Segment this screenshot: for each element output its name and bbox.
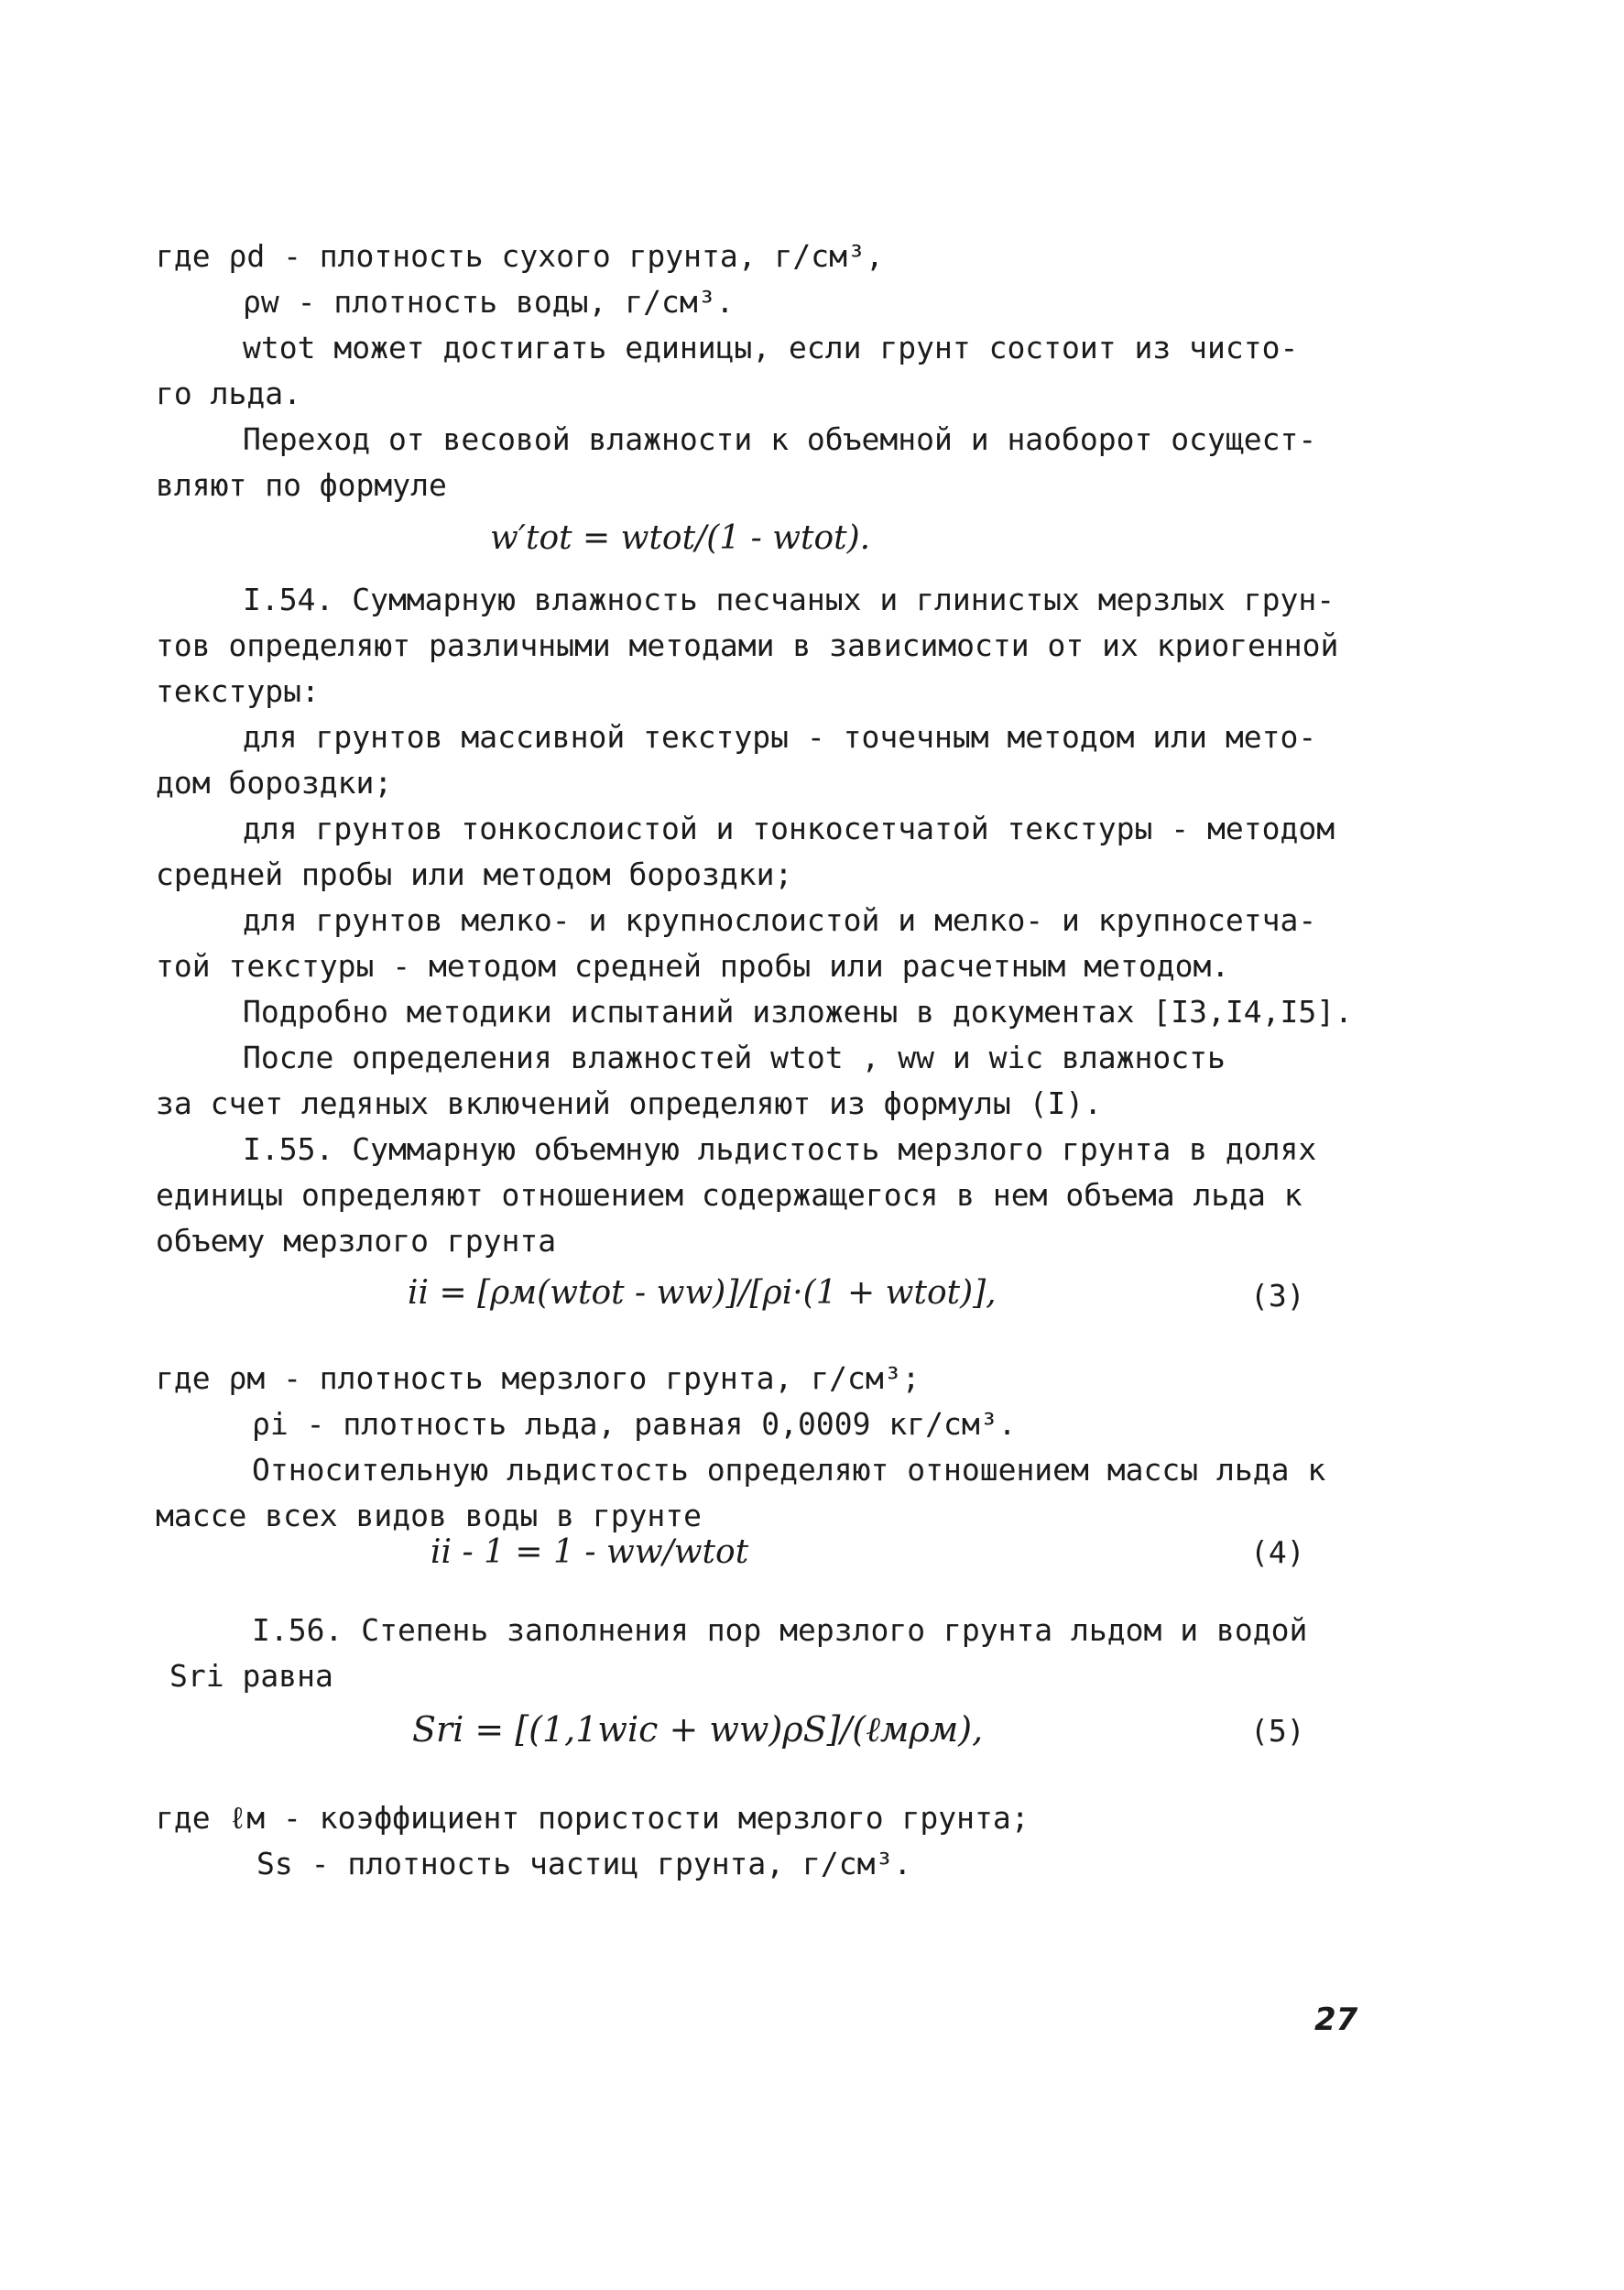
text-line-24: где ρм - плотность мерзлого грунта, г/см³; (156, 1360, 921, 1396)
text-line-4: го льда. (156, 376, 301, 411)
text-line-20: I.55. Суммарную объемную льдистость мерзлого грунта в долях (243, 1131, 1317, 1167)
text-line-8: I.54. Суммарную влажность песчаных и глинистых мерзлых грун- (243, 582, 1335, 617)
formula-4: ii - 1 = 1 - ww/wtot (431, 1533, 749, 1571)
text-line-5: Переход от весовой влажности к объемной и наоборот осущест- (243, 421, 1317, 457)
text-line-26: Относительную льдистость определяют отношением массы льда к (252, 1452, 1326, 1488)
text-line-21: единицы определяют отношением содержащегося в нем объема льда к (156, 1177, 1302, 1213)
text-line-2: ρw - плотность воды, г/см³. (243, 284, 735, 320)
text-line-10: текстуры: (156, 673, 320, 709)
text-line-1: где ρd - плотность сухого грунта, г/см³, (156, 238, 884, 274)
text-line-32: где ℓм - коэффициент пористости мерзлого грунта; (156, 1800, 1030, 1836)
equation-number-5: (5) (1250, 1713, 1305, 1749)
text-line-14: средней пробы или методом бороздки; (156, 856, 793, 892)
text-line-15: для грунтов мелко- и крупнослоистой и мелко- и крупносетча- (243, 902, 1317, 938)
page-number: 27 (1314, 2001, 1358, 2038)
text-line-30: Sri равна (169, 1658, 333, 1694)
text-line-27: массе всех видов воды в грунте (156, 1498, 703, 1533)
formula-5: Sri = [(1,1wic + ww)ρS]/(ℓмρм), (412, 1709, 984, 1750)
text-line-12: дом бороздки; (156, 765, 393, 801)
formula-1: w′tot = wtot/(1 - wtot). (490, 519, 871, 557)
text-line-6: вляют по формуле (156, 467, 447, 503)
text-line-13: для грунтов тонкослоистой и тонкосетчатой текстуры - методом (243, 811, 1335, 846)
text-line-29: I.56. Степень заполнения пор мерзлого грунта льдом и водой (252, 1612, 1308, 1648)
equation-number-3: (3) (1250, 1278, 1305, 1314)
formula-3: ii = [ρм(wtot - ww)]/[ρi·(1 + wtot)], (408, 1274, 997, 1312)
text-line-33: Ss - плотность частиц грунта, г/см³. (256, 1846, 912, 1881)
text-line-17: Подробно методики испытаний изложены в документах [I3,I4,I5]. (243, 994, 1353, 1030)
text-line-22: объему мерзлого грунта (156, 1223, 557, 1259)
text-line-9: тов определяют различными методами в зависимости от их криогенной (156, 627, 1339, 663)
text-line-25: ρi - плотность льда, равная 0,0009 кг/см³. (252, 1406, 1017, 1442)
text-line-11: для грунтов массивной текстуры - точечным методом или мето- (243, 719, 1317, 755)
text-line-19: за счет ледяных включений определяют из формулы (I). (156, 1085, 1103, 1121)
text-line-18: После определения влажностей wtot , ww и wic влажность (243, 1040, 1226, 1075)
text-line-3: wtot может достигать единицы, если грунт состоит из чисто- (243, 330, 1299, 365)
text-line-16: той текстуры - методом средней пробы или расчетным методом. (156, 948, 1230, 984)
equation-number-4: (4) (1250, 1534, 1305, 1570)
